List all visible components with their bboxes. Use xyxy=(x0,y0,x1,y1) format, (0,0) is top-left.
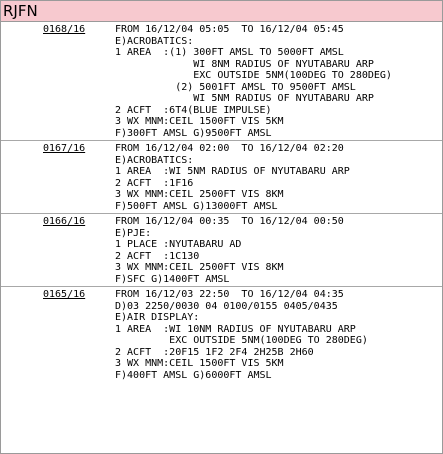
notam-line: 3 WX MNM:CEIL 2500FT VIS 8KM xyxy=(115,262,284,273)
notam-line: EXC OUTSIDE 5NM(100DEG TO 280DEG) xyxy=(115,70,392,81)
notam-line: 2 ACFT :1C130 xyxy=(115,250,200,262)
notam-id-link[interactable]: 0165/16 xyxy=(43,289,86,300)
notam-line: D)03 2250/0030 04 0100/0155 0405/0435 xyxy=(115,300,338,312)
notam-line: 3 WX MNM:CEIL 2500FT VIS 8KM xyxy=(115,189,284,200)
notam-line: E)ACROBATICS: xyxy=(115,154,194,166)
aerodrome-header xyxy=(1,1,442,22)
notam-line: 1 AREA :(1) 300FT AMSL TO 5000FT AMSL xyxy=(115,47,344,58)
notam-text xyxy=(115,214,442,286)
notam-line: E)AIR DISPLAY: xyxy=(115,312,200,323)
notam-entry xyxy=(1,22,442,141)
notam-entry xyxy=(1,141,442,214)
notam-line: F)300FT AMSL G)9500FT AMSL xyxy=(115,127,272,139)
notam-entry xyxy=(1,287,442,382)
notam-line: F)500FT AMSL G)13000FT AMSL xyxy=(115,200,278,212)
notam-line: WI 5NM RADIUS OF NYUTABARU ARP xyxy=(115,93,374,104)
notam-line: E)PJE: xyxy=(115,227,152,239)
notam-line: F)SFC G)1400FT AMSL xyxy=(115,273,230,285)
notam-text xyxy=(115,141,442,213)
notam-line: WI 8NM RADIUS OF NYUTABARU ARP xyxy=(115,58,374,70)
notam-line: (2) 5001FT AMSL TO 9500FT AMSL xyxy=(115,81,356,93)
notam-line: EXC OUTSIDE 5NM(100DEG TO 280DEG) xyxy=(115,335,368,346)
aerodrome-code: RJFN xyxy=(3,2,38,20)
notam-line: FROM 16/12/04 02:00 TO 16/12/04 02:20 xyxy=(115,143,344,154)
notam-line: 1 AREA :WI 5NM RADIUS OF NYUTABARU ARP xyxy=(115,166,350,177)
notam-id-link[interactable]: 0166/16 xyxy=(43,216,86,227)
notam-line: 1 AREA :WI 10NM RADIUS OF NYUTABARU ARP xyxy=(115,323,356,335)
notam-line: FROM 16/12/03 22:50 TO 16/12/04 04:35 xyxy=(115,289,344,300)
notam-line: E)ACROBATICS: xyxy=(115,35,194,47)
notam-line: FROM 16/12/04 05:05 TO 16/12/04 05:45 xyxy=(115,24,344,35)
notam-text xyxy=(115,287,442,382)
notam-id-link[interactable]: 0167/16 xyxy=(43,143,86,154)
notam-line: 3 WX MNM:CEIL 1500FT VIS 5KM xyxy=(115,116,284,127)
notam-entry xyxy=(1,214,442,287)
notam-id-link[interactable]: 0168/16 xyxy=(43,24,86,35)
notam-line: FROM 16/12/04 00:35 TO 16/12/04 00:50 xyxy=(115,216,344,227)
notam-line: 3 WX MNM:CEIL 1500FT VIS 5KM xyxy=(115,358,284,369)
notam-line: 2 ACFT :1F16 xyxy=(115,177,194,189)
notam-line: F)400FT AMSL G)6000FT AMSL xyxy=(115,369,272,381)
notam-line: 2 ACFT :20F15 1F2 2F4 2H25B 2H60 xyxy=(115,346,314,358)
notam-line: 2 ACFT :6T4(BLUE IMPULSE) xyxy=(115,104,272,116)
notam-line: 1 PLACE :NYUTABARU AD xyxy=(115,239,242,250)
notam-text xyxy=(115,22,442,140)
